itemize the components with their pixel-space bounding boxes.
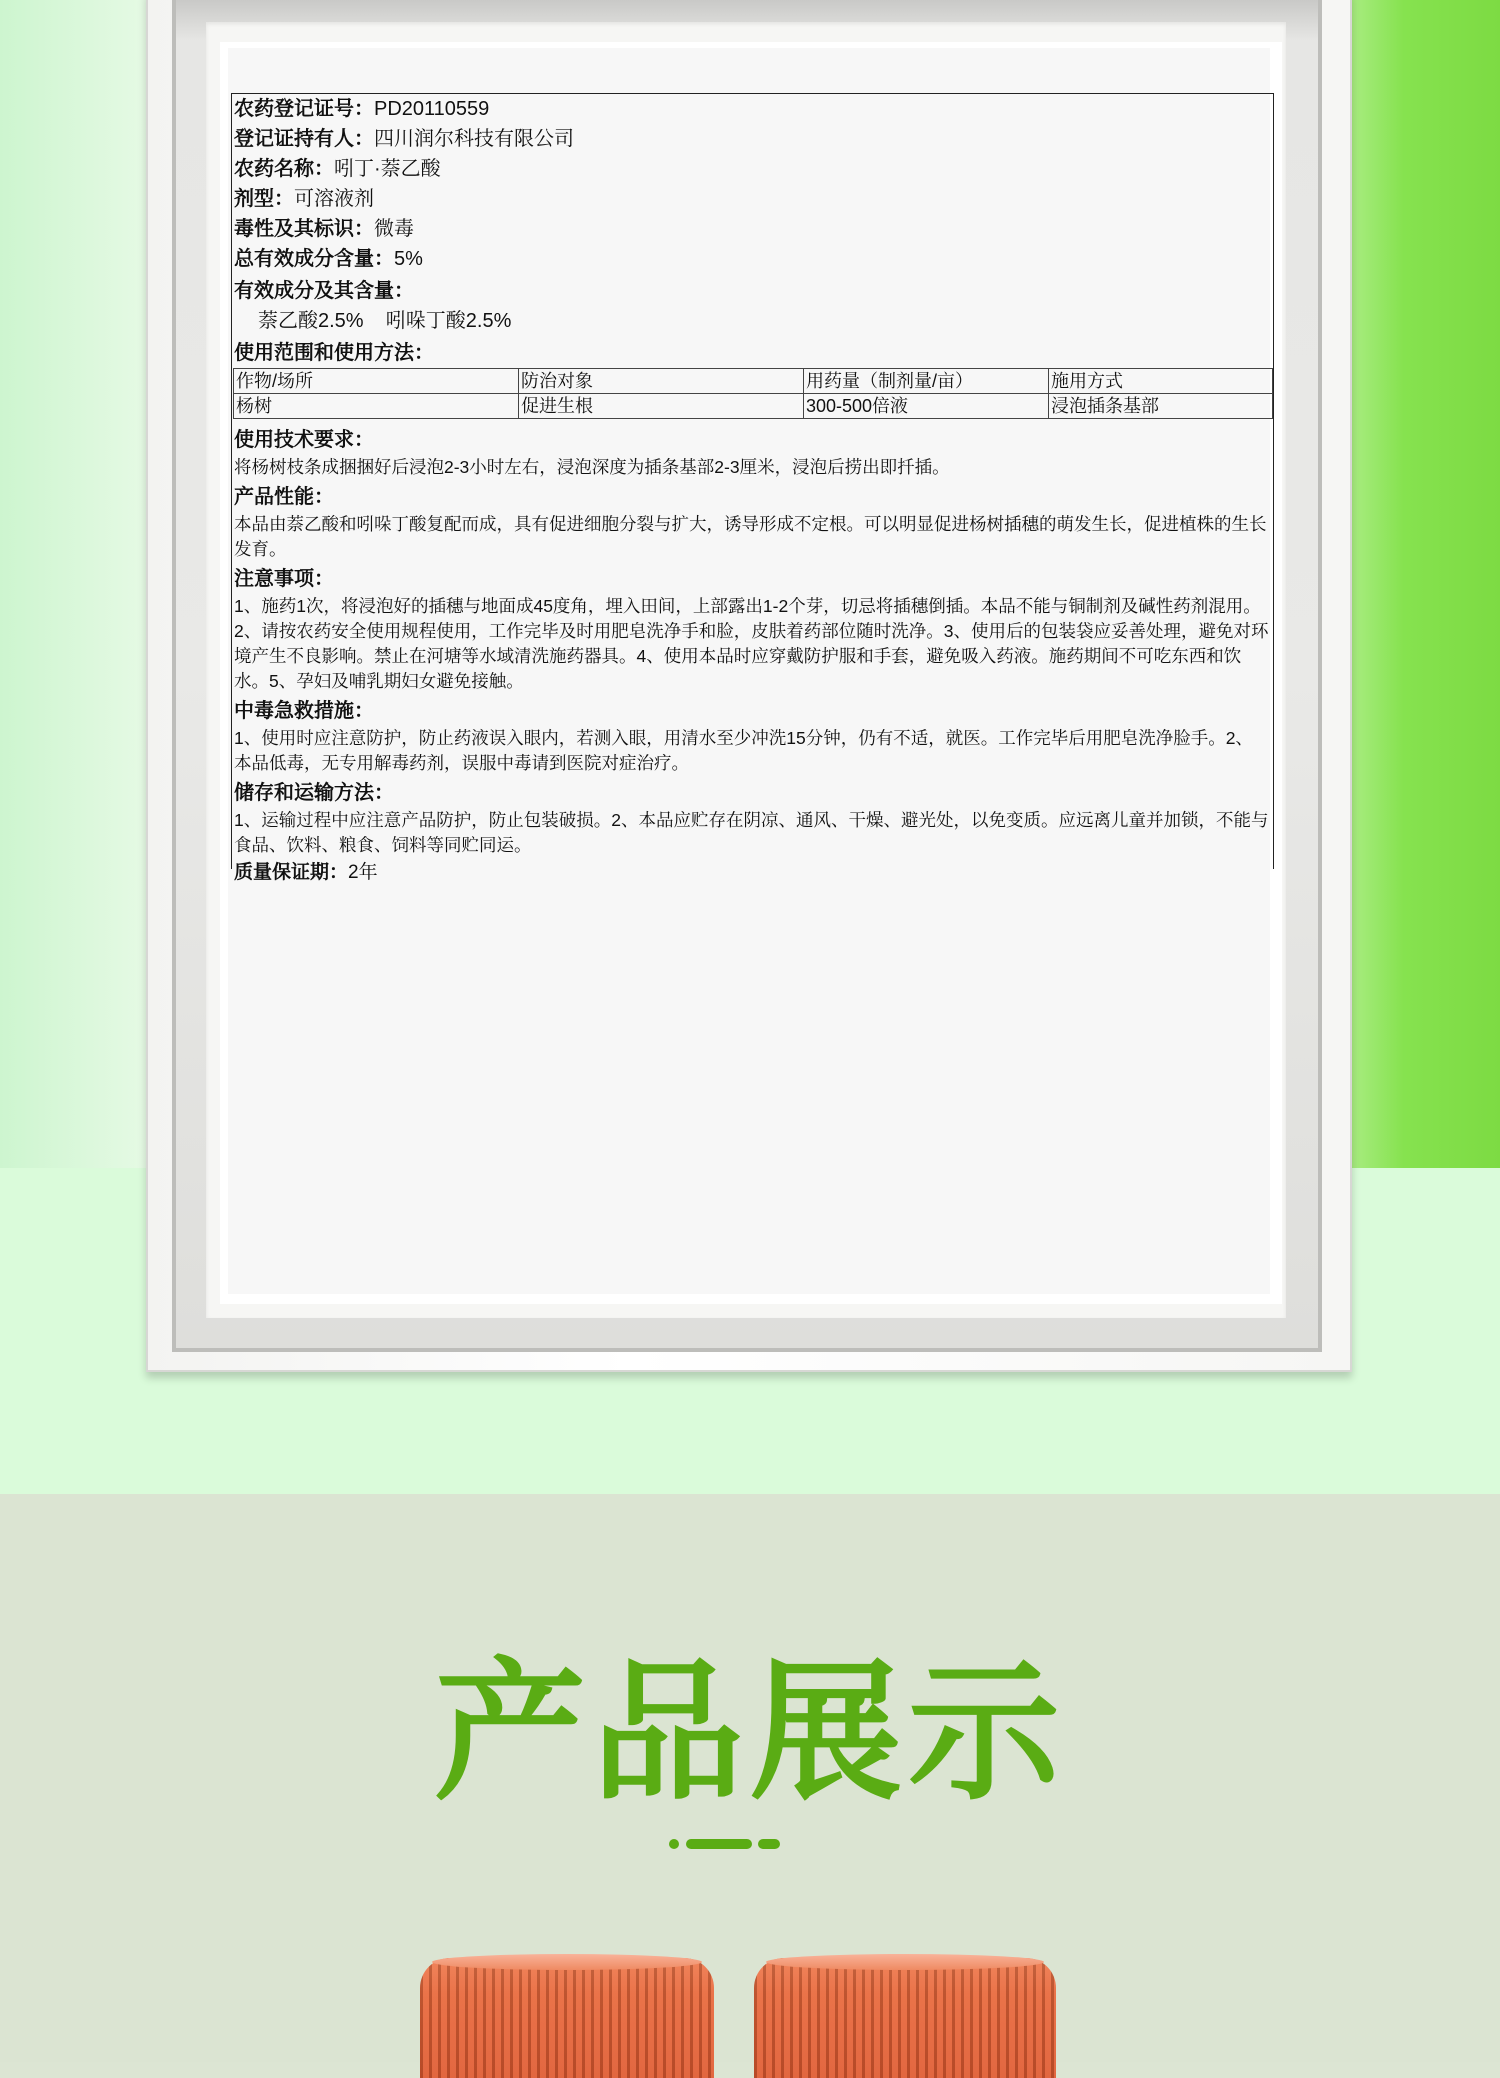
title-decoration-dash xyxy=(758,1839,780,1849)
field-key: 毒性及其标识： xyxy=(234,218,374,240)
field-key: 农药名称： xyxy=(234,158,334,180)
usage-heading: 使用范围和使用方法： xyxy=(234,342,434,364)
ingredients-line: 萘乙酸2.5% 吲哚丁酸2.5% xyxy=(258,310,512,332)
field-value: 2年 xyxy=(348,862,378,883)
field-key: 总有效成分含量： xyxy=(234,248,394,270)
storage-text: 1、运输过程中应注意产品防护，防止包装破损。2、本品应贮存在阴凉、通风、干燥、避光处，以免变质。应远离儿童并加锁，不能与食品、饮料、粮食、饲料等同贮同运。 xyxy=(234,810,1269,855)
notes-heading: 注意事项： xyxy=(234,568,334,590)
ingredients-heading: 有效成分及其含量： xyxy=(234,280,414,302)
pesticide-name-row xyxy=(232,154,1273,184)
field-value: 吲丁·萘乙酸 xyxy=(334,158,441,180)
formulation-row xyxy=(232,184,1273,214)
showcase-title: 产品展示 xyxy=(434,1644,1066,1821)
table-header-cell: 作物/场所 xyxy=(234,369,519,394)
bottle-cap-left-top xyxy=(432,1954,702,1970)
bottle-cap-right-top xyxy=(766,1954,1044,1970)
registrant-row xyxy=(232,124,1273,154)
registration-number-row xyxy=(232,94,1273,124)
table-cell: 促进生根 xyxy=(519,394,804,419)
notes-text: 1、施药1次，将浸泡好的插穗与地面成45度角，埋入田间，上部露出1-2个芽，切忌将插穗倒插。本品不能与铜制剂及碱性药剂混用。2、请按农药安全使用规程使用，工作完毕及时用肥皂洗净手和脸，皮肤着药部位随时洗净。3、使用后的包装袋应妥善处理，避免对环境产生不良影响。禁止在河塘等水域清洗施药器具。4、使用本品时应穿戴防护服和手套，避免吸入药液。施药期间不可吃东西和饮水。5、孕妇及哺乳期妇女避免接触。 xyxy=(234,596,1269,691)
storage-heading: 储存和运输方法： xyxy=(234,782,394,804)
toxicity-row xyxy=(232,214,1273,244)
table-header-cell: 用药量（制剂量/亩） xyxy=(804,369,1049,394)
title-decoration-bar xyxy=(686,1839,752,1849)
table-header-cell: 施用方式 xyxy=(1049,369,1273,394)
field-key: 剂型： xyxy=(234,188,294,210)
table-cell: 杨树 xyxy=(234,394,519,419)
title-decoration-dot xyxy=(669,1839,679,1849)
field-key: 登记证持有人： xyxy=(234,128,374,150)
firstaid-heading: 中毒急救措施： xyxy=(234,700,374,722)
pesticide-label xyxy=(231,93,1274,883)
field-value: PD20110559 xyxy=(374,98,490,120)
bottle-cap-right xyxy=(754,1958,1056,2078)
table-header-row xyxy=(234,369,1273,394)
table-cell: 300-500倍液 xyxy=(804,394,1049,419)
table-header-cell: 防治对象 xyxy=(519,369,804,394)
usage-table xyxy=(233,368,1273,419)
bottle-cap-left xyxy=(420,1958,714,2078)
firstaid-text: 1、使用时应注意防护，防止药液误入眼内，若测入眼，用清水至少冲洗15分钟，仍有不适，就医。工作完毕后用肥皂洗净脸手。2、本品低毒，无专用解毒药剂，误服中毒请到医院对症治疗。 xyxy=(234,728,1253,773)
field-value: 微毒 xyxy=(374,218,414,240)
tech-text: 将杨树枝条成捆捆好后浸泡2-3小时左右，浸泡深度为插条基部2-3厘米，浸泡后捞出即扦插。 xyxy=(234,457,950,477)
performance-heading: 产品性能： xyxy=(234,486,334,508)
shelf-life-row xyxy=(232,858,1273,888)
field-key: 农药登记证号： xyxy=(234,98,374,120)
tech-heading: 使用技术要求： xyxy=(234,429,374,451)
total-content-row xyxy=(232,244,1273,274)
field-key: 质量保证期： xyxy=(234,862,349,883)
background-green-stripe xyxy=(1352,0,1500,1168)
field-value: 可溶液剂 xyxy=(294,188,374,210)
field-value: 5% xyxy=(394,248,423,270)
field-value: 四川润尔科技有限公司 xyxy=(374,128,574,150)
table-cell: 浸泡插条基部 xyxy=(1049,394,1273,419)
performance-text: 本品由萘乙酸和吲哚丁酸复配而成，具有促进细胞分裂与扩大，诱导形成不定根。可以明显促进杨树插穗的萌发生长，促进植株的生长发育。 xyxy=(234,514,1267,559)
table-row xyxy=(234,394,1273,419)
